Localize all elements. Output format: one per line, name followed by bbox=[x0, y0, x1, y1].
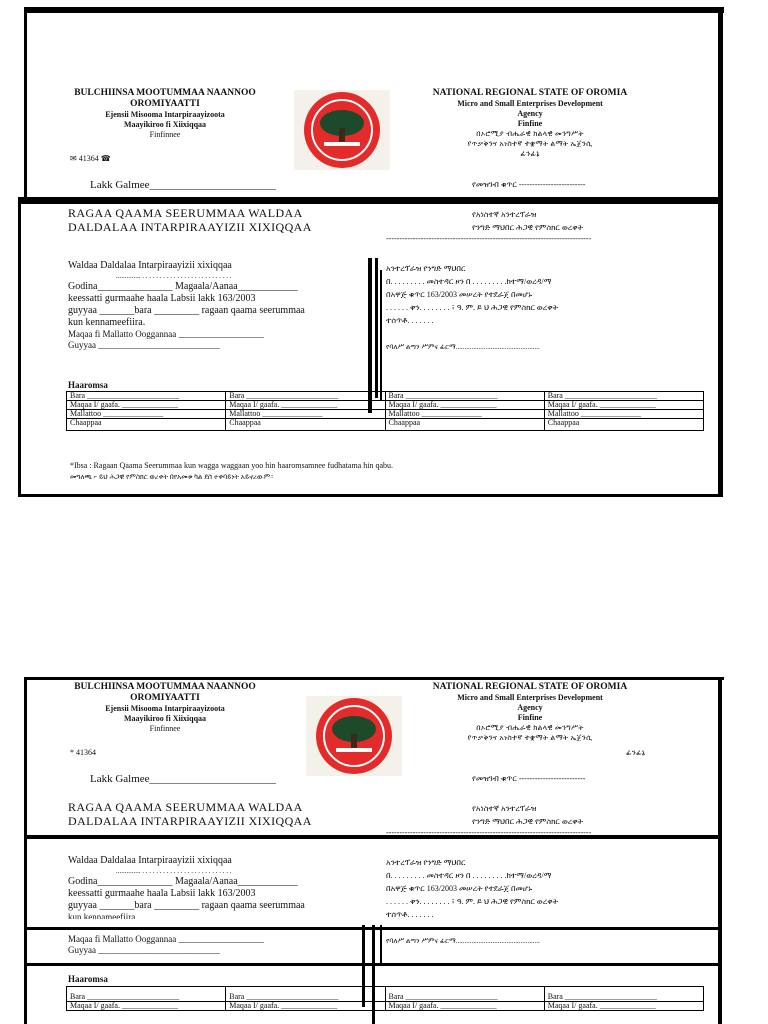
form2-title-am bbox=[472, 802, 583, 828]
header-line: Agency bbox=[517, 703, 543, 712]
form1-border-left-lower bbox=[18, 197, 21, 497]
header-line: በኦሮሚያ ብሔራዊ ክልላዊ መንግሥት bbox=[476, 129, 584, 138]
body-line: keessatti gurmaahe haala Labsii lakk 163/2003 bbox=[68, 888, 256, 899]
grid-cell: Bara _______________________ bbox=[67, 392, 226, 401]
header-line: በኦሮሚያ ብሔራዊ ክልላዊ መንግሥት bbox=[476, 723, 584, 732]
form1-vbar bbox=[375, 258, 378, 398]
body-line: . . . . . . ቀን. . . . . . . . ፣ ዓ. ም. ይ ህ ሕጋዊ የምስክር ወረቀት bbox=[386, 897, 559, 906]
body-line: guyyaa _______bara _________ ragaan qaama seerummaa bbox=[68, 305, 305, 316]
body-line: .............. . . . . . . . . . . . . . . . . . . . . . . . . . . bbox=[116, 272, 232, 280]
grid-cell: Maqaa I/ gaafa. ______________ bbox=[544, 401, 703, 410]
lakk-galmee-field: Lakk Galmee_______________________ bbox=[90, 773, 277, 785]
form1-body-right bbox=[386, 262, 716, 327]
header-line: Maayikiroo fi Xiixiqqaa bbox=[123, 714, 207, 723]
header-line: Micro and Small Enterprises Development bbox=[457, 693, 603, 702]
header-line: BULCHIINSA MOOTUMMAA NAANNOO bbox=[74, 682, 256, 692]
title-line: DALDALAA INTARPIRAAYIZII XIXIQQAA bbox=[68, 814, 312, 828]
grid-cell: Maqaa I/ gaafa. ______________ bbox=[226, 1002, 385, 1011]
form1-border-left bbox=[24, 7, 27, 197]
form2-vbar bbox=[380, 925, 382, 965]
header-line: የጥቃቅንና አነስተኛ ተቋማት ልማት ኤጀንሲ bbox=[467, 139, 593, 148]
grid-cell: Mallattoo _______________ bbox=[226, 410, 385, 419]
header-line: ፊንፊኔ bbox=[520, 149, 540, 158]
form2-border-left bbox=[24, 677, 27, 837]
header-line: Maayikiroo fi Xiixiqqaa bbox=[123, 120, 207, 129]
body-line: በአዋጅ ቁጥር 163/2003 መሠረት የተደራጀ በመሆኑ bbox=[386, 884, 533, 893]
body-line: .............. . . . . . . . . . . . . . . . . . . . . . . . . . . bbox=[116, 867, 232, 875]
grid-cell: Mallattoo _______________ bbox=[67, 410, 226, 419]
title-line: DALDALAA INTARPIRAAYIZII XIXIQQAA bbox=[68, 220, 312, 234]
form2-right-header bbox=[420, 682, 640, 743]
body-line: guyyaa _______bara _________ ragaan qaama seerummaa bbox=[68, 900, 305, 911]
body-line: Godina_______________ Magaala/Aanaa____________ bbox=[68, 281, 298, 292]
body-line: Waldaa Daldalaa Intarpiraayizii xixiqqaa bbox=[68, 260, 232, 271]
form2-border-top bbox=[24, 677, 724, 680]
grid-cell: Maqaa I/ gaafa. ______________ bbox=[67, 401, 226, 410]
header-line: የጥቃቅንና አነስተኛ ተቋማት ልማት ኤጀንሲ bbox=[467, 733, 593, 742]
grid-cell: Maqaa I/ gaafa. ______________ bbox=[385, 1002, 544, 1011]
body-line: keessatti gurmaahe haala Labsii lakk 163/2003 bbox=[68, 293, 256, 304]
form1-border-bottom bbox=[18, 494, 723, 497]
lakk-galmee-field: Lakk Galmee_______________________ bbox=[90, 179, 277, 191]
body-line: Guyyaa ___________________________ bbox=[68, 945, 220, 955]
header-line: Finfine bbox=[517, 713, 543, 722]
title-line: RAGAA QAAMA SEERUMMAA WALDAA bbox=[68, 800, 303, 814]
form1-vbar bbox=[380, 270, 382, 400]
form1-renewal-grid bbox=[66, 391, 704, 431]
oromia-emblem-icon bbox=[294, 90, 390, 170]
header-line: ፊንፊኔ bbox=[626, 748, 646, 757]
header-line: NATIONAL REGIONAL STATE OF OROMIA bbox=[432, 88, 628, 98]
header-line: OROMIYAATTI bbox=[130, 693, 200, 703]
pobox: * 41364 bbox=[70, 748, 96, 757]
form2-title bbox=[68, 800, 312, 828]
grid-cell: Chaappaa bbox=[67, 419, 226, 431]
grid-cell: Bara _______________________ bbox=[544, 392, 703, 401]
grid-cell: Bara _______________________ bbox=[544, 987, 703, 1002]
header-line: Finfine bbox=[517, 119, 543, 128]
grid-cell: Maqaa I/ gaafa. ______________ bbox=[226, 401, 385, 410]
form1-left-header bbox=[60, 88, 270, 140]
body-line: Godina_______________ Magaala/Aanaa____________ bbox=[68, 876, 298, 887]
body-line: በ. . . . . . . . . መስተዳር ዞን በ . . . . . . . . .ከተማ/ወረዳ/ማ bbox=[386, 277, 552, 286]
title-line: የአነስተኛ አንተረፕራዝ bbox=[472, 210, 537, 219]
oromia-emblem-icon bbox=[306, 696, 402, 776]
body-line: አንተረፕራዝ የንግድ ማህበር bbox=[386, 264, 466, 273]
form1-title bbox=[68, 206, 312, 234]
grid-cell: Maqaa I/ gaafa. ______________ bbox=[385, 401, 544, 410]
grid-cell: Bara _______________________ bbox=[226, 392, 385, 401]
dash-separator: ----------------------------------------------------------------------------- bbox=[386, 234, 592, 243]
form2-maqaa-block bbox=[68, 934, 264, 956]
title-line: የንግድ ማህበር ሕጋዊ የምስክር ወረቀት bbox=[472, 817, 584, 826]
form1-title-am bbox=[472, 208, 583, 234]
body-line: . . . . . . ቀን. . . . . . . . ፣ ዓ. ም. ይ ህ ሕጋዊ የምስክር ወረቀት bbox=[386, 303, 559, 312]
form1-body-left bbox=[68, 260, 368, 351]
grid-cell: Bara _______________________ bbox=[385, 987, 544, 1002]
title-line: የንግድ ማህበር ሕጋዊ የምስክር ወረቀት bbox=[472, 223, 584, 232]
form1-border-top bbox=[24, 7, 724, 13]
body-line: በ. . . . . . . . . መስተዳር ዞን በ . . . . . . . . .ከተማ/ወረዳ/ማ bbox=[386, 871, 552, 880]
body-line: ተሰጥቶ. . . . . . . bbox=[386, 316, 434, 325]
form2-renewal-grid bbox=[66, 986, 704, 1011]
header-line: Ejensii Misooma Intarpiraayizoota bbox=[105, 704, 225, 713]
header-line: Micro and Small Enterprises Development bbox=[457, 99, 603, 108]
grid-cell: Chaappaa bbox=[385, 419, 544, 431]
form2-body-left bbox=[68, 855, 368, 919]
am-registration-number: የመዝገብ ቁጥር ------------------------- bbox=[472, 774, 586, 783]
grid-cell: Mallattoo _______________ bbox=[544, 410, 703, 419]
form1-right-header bbox=[420, 88, 640, 159]
header-line: OROMIYAATTI bbox=[130, 99, 200, 109]
header-line: Ejensii Misooma Intarpiraayizoota bbox=[105, 110, 225, 119]
form2-body-right bbox=[386, 856, 716, 921]
body-line: በአዋጅ ቁጥር 163/2003 መሠረት የተደራጀ በመሆኑ bbox=[386, 290, 533, 299]
table-row bbox=[67, 410, 704, 419]
title-line: RAGAA QAAMA SEERUMMAA WALDAA bbox=[68, 206, 303, 220]
header-line: Agency bbox=[517, 109, 543, 118]
grid-cell: Mallattoo _______________ bbox=[385, 410, 544, 419]
body-line: kun kennameefiira. bbox=[68, 317, 146, 328]
body-line: Guyyaa ___________________________ bbox=[68, 340, 220, 350]
grid-cell: Bara _______________________ bbox=[385, 392, 544, 401]
form1-border-right bbox=[718, 7, 723, 497]
body-line: Maqaa fi Mallatto Ooggannaa ___________________ bbox=[68, 329, 264, 339]
table-row bbox=[67, 1002, 704, 1011]
table-row bbox=[67, 987, 704, 1002]
pobox: ✉ 41364 ☎ bbox=[70, 154, 111, 163]
table-row bbox=[67, 392, 704, 401]
header-line: BULCHIINSA MOOTUMMAA NAANNOO bbox=[74, 88, 256, 98]
haaromsa-label: Haaromsa bbox=[68, 974, 108, 984]
form2-left-header bbox=[60, 682, 270, 734]
header-line: Finfinnee bbox=[149, 724, 181, 733]
am-signature-line: የባለሥ ልጣን ሥምና ፊርማ................................................ bbox=[386, 937, 540, 945]
form2-border-right bbox=[718, 677, 722, 1024]
header-line: NATIONAL REGIONAL STATE OF OROMIA bbox=[432, 682, 628, 692]
grid-cell: Maqaa I/ gaafa. ______________ bbox=[67, 1002, 226, 1011]
body-line: አንተረፕራዝ የንግድ ማህበር bbox=[386, 858, 466, 867]
grid-cell: Chaappaa bbox=[544, 419, 703, 431]
body-line: kun kennameefiira. bbox=[68, 912, 138, 919]
body-line: Waldaa Daldalaa Intarpiraayizii xixiqqaa bbox=[68, 855, 232, 866]
grid-cell: Bara _______________________ bbox=[67, 987, 226, 1002]
dash-separator: ----------------------------------------------------------------------------- bbox=[386, 828, 592, 837]
am-signature-line: የባለሥ ልጣን ሥምና ፊርማ................................................ bbox=[386, 343, 540, 351]
table-row bbox=[67, 401, 704, 410]
am-registration-number: የመዝገብ ቁጥር ------------------------- bbox=[472, 180, 586, 189]
title-line: የአነስተኛ አንተረፕራዝ bbox=[472, 804, 537, 813]
body-line: ተሰጥቶ. . . . . . . bbox=[386, 910, 434, 919]
grid-cell: Chaappaa bbox=[226, 419, 385, 431]
table-row bbox=[67, 419, 704, 431]
body-line: Maqaa fi Mallatto Ooggannaa ___________________ bbox=[68, 934, 264, 944]
footnote-am: መግለጫ ፦ ይህ ሕጋዊ የምስክር ወረቀት በየአመቱ ካል ደሰ ተቀባይነት አይኖረውም። bbox=[70, 473, 274, 481]
form1-vbar bbox=[368, 258, 372, 413]
grid-cell: Bara _______________________ bbox=[226, 987, 385, 1002]
form1-divider bbox=[18, 197, 723, 204]
header-line: Finfinnee bbox=[149, 130, 181, 139]
footnote-om: *Ibsa : Ragaan Qaama Seerummaa kun wagga waggaan yoo hin haaromsamnee fudhatama hin qabu. bbox=[70, 461, 393, 470]
haaromsa-label: Haaromsa bbox=[68, 380, 108, 390]
grid-cell: Maqaa I/ gaafa. ______________ bbox=[544, 1002, 703, 1011]
